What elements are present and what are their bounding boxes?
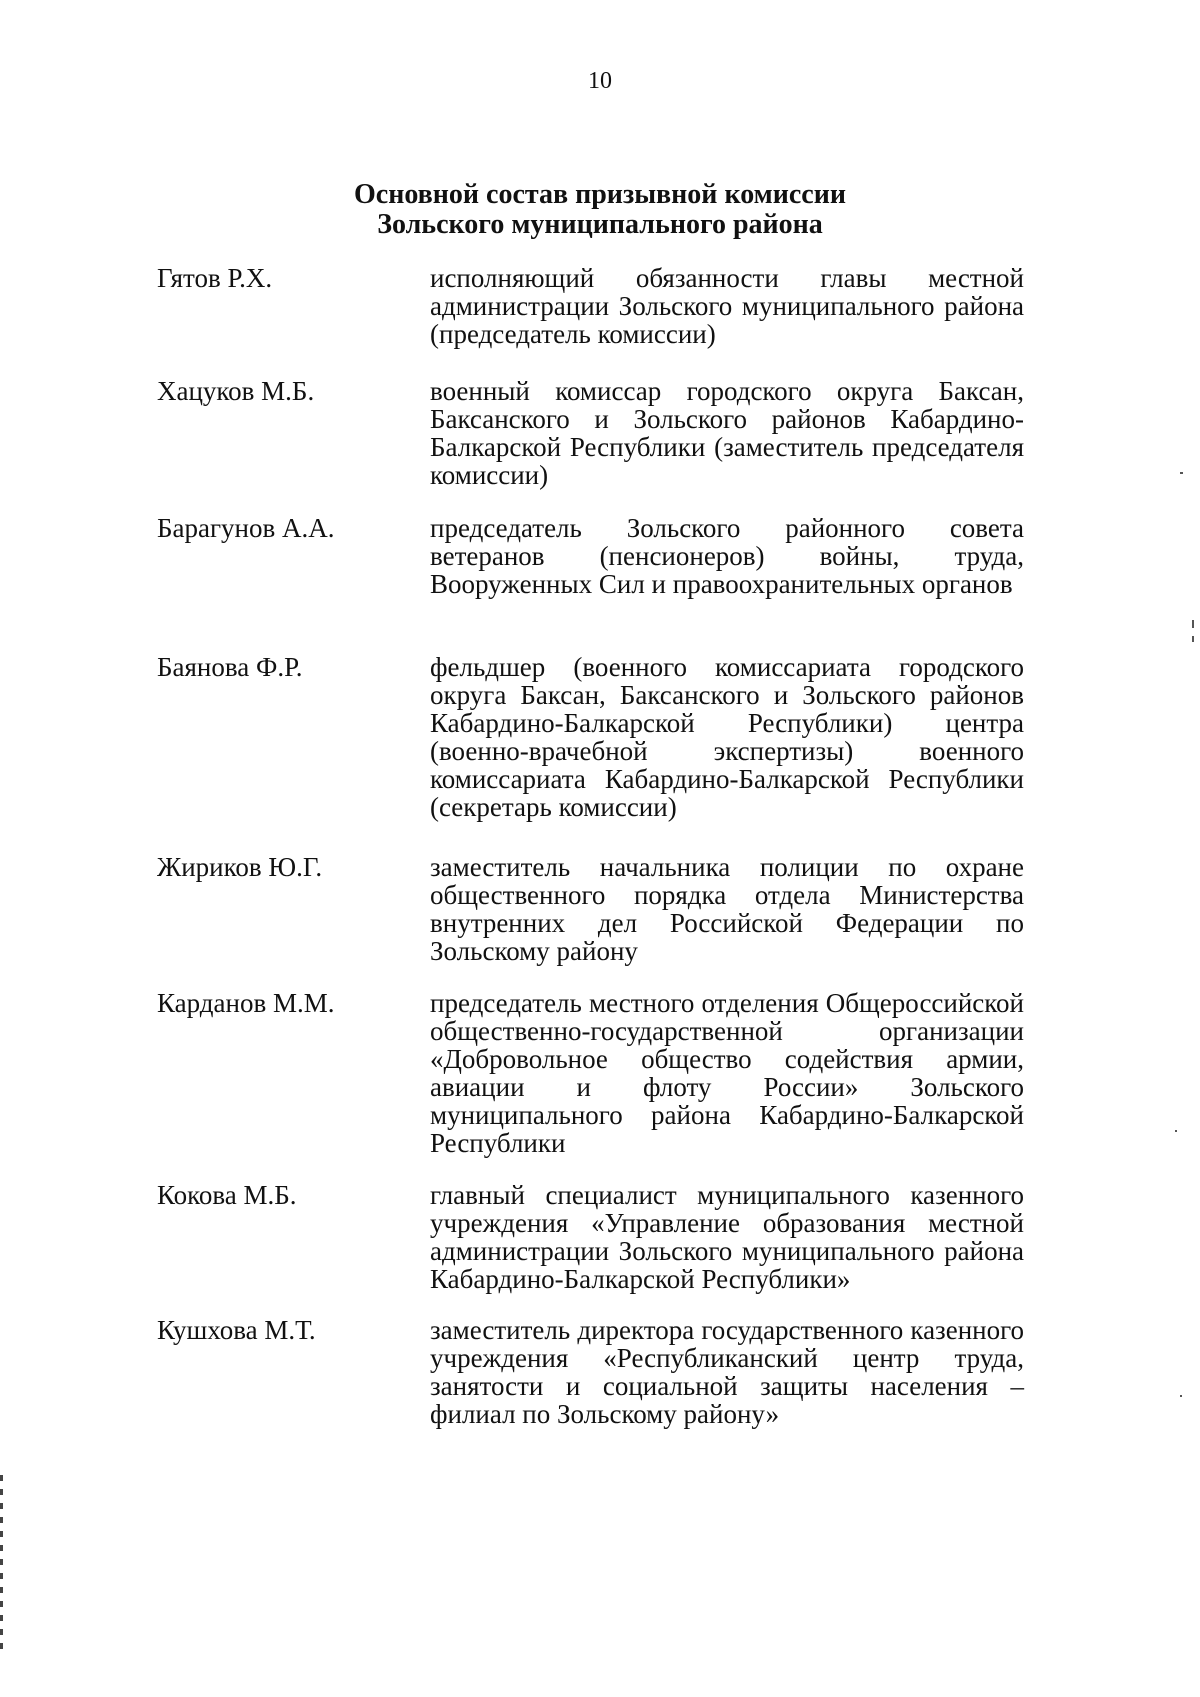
scan-edge-artifact bbox=[0, 1475, 3, 1650]
scan-speck bbox=[1175, 1130, 1177, 1132]
page-number: 10 bbox=[588, 68, 612, 94]
scan-speck bbox=[1180, 1395, 1182, 1397]
title-line-2: Зольского муниципального района bbox=[377, 209, 823, 240]
member-role: председатель Зольского районного совета ветеранов (пенсионеров) войны, труда, Вооруженных Сил и правоохранительных органов bbox=[430, 513, 1024, 599]
member-name: Кушхова М.Т. bbox=[157, 1315, 316, 1345]
member-role: заместитель начальника полиции по охране общественного порядка отдела Министерства внутренних дел Российской Федерации по Зольскому району bbox=[430, 852, 1024, 966]
member-name: Барагунов А.А. bbox=[157, 513, 335, 543]
title-line-1: Основной состав призывной комиссии bbox=[354, 179, 846, 210]
member-name: Хацуков М.Б. bbox=[157, 376, 315, 406]
member-name: Гятов Р.Х. bbox=[157, 263, 273, 293]
member-role: исполняющий обязанности главы местной администрации Зольского муниципального района (председатель комиссии) bbox=[430, 263, 1024, 349]
document-title bbox=[0, 180, 1200, 240]
member-role: главный специалист муниципального казенного учреждения «Управление образования местной администрации Зольского муниципального района Кабардино-Балкарской Республики» bbox=[430, 1180, 1024, 1294]
member-name: Карданов М.М. bbox=[157, 988, 335, 1018]
member-role: заместитель директора государственного казенного учреждения «Республиканский центр труда, занятости и социальной защиты населения – филиал по Зольскому району» bbox=[430, 1315, 1024, 1429]
scan-speck bbox=[1192, 636, 1194, 642]
member-name: Баянова Ф.Р. bbox=[157, 652, 303, 682]
member-role: фельдшер (военного комиссариата городского округа Баксан, Баксанского и Зольского районов Кабардино-Балкарской Республики) центра (военно-врачебной экспертизы) военного комиссариата Кабардино-Балкарской Республики (секретарь комиссии) bbox=[430, 652, 1024, 822]
member-role: председатель местного отделения Общероссийской общественно-государственной организации «Добровольное общество содействия армии, авиации и флоту России» Зольского муниципального района Кабардино-Балкарской Республики bbox=[430, 988, 1024, 1158]
member-name: Жириков Ю.Г. bbox=[157, 852, 323, 882]
member-name: Кокова М.Б. bbox=[157, 1180, 297, 1210]
scan-speck bbox=[1180, 472, 1183, 474]
member-role: военный комиссар городского округа Баксан, Баксанского и Зольского районов Кабардино-Балкарской Республики (заместитель председателя комиссии) bbox=[430, 376, 1024, 490]
scan-speck bbox=[1192, 620, 1194, 628]
